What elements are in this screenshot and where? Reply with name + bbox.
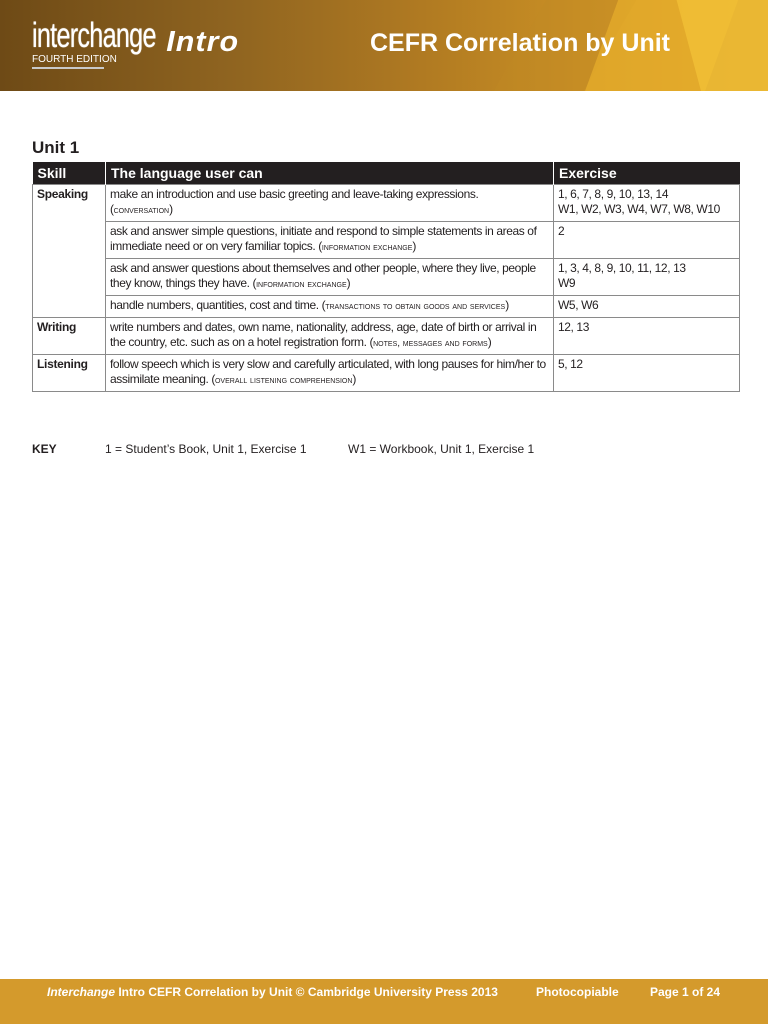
exercise-list: 5, 12 bbox=[558, 357, 583, 371]
interchange-logo bbox=[32, 16, 240, 65]
descriptor-text: write numbers and dates, own name, nationality, address, age, date of birth or arrival in the country, etc. such as on a hotel registration form. bbox=[110, 320, 537, 349]
logo-edition: FOURTH EDITION bbox=[32, 54, 117, 65]
exercise-list: 1, 3, 4, 8, 9, 10, 11, 12, 13 bbox=[558, 261, 686, 275]
exercise-list-workbook: W1, W2, W3, W4, W7, W8, W10 bbox=[558, 202, 720, 216]
skill-cell: Listening bbox=[33, 355, 106, 392]
exercise-list: W5, W6 bbox=[558, 298, 599, 312]
exercise-cell bbox=[554, 185, 740, 222]
descriptor-text: follow speech which is very slow and carefully articulated, with long pauses for him/her to assimilate meaning. bbox=[110, 357, 546, 386]
descriptor-tag: conversation bbox=[113, 205, 170, 216]
table-row bbox=[33, 355, 740, 392]
table-row bbox=[33, 318, 740, 355]
descriptor-cell: ask and answer simple questions, initiate and respond to simple statements in areas of immediate need or on very familiar topics. (information exchange) bbox=[106, 222, 554, 259]
column-header-descriptor: The language user can bbox=[106, 162, 554, 185]
exercise-cell bbox=[554, 355, 740, 392]
exercise-list: 2 bbox=[558, 224, 565, 238]
exercise-list: 12, 13 bbox=[558, 320, 589, 334]
descriptor-tag: information exchange bbox=[256, 279, 347, 290]
descriptor-text: handle numbers, quantities, cost and time. bbox=[110, 298, 319, 312]
footer-text: Intro CEFR Correlation by Unit © Cambridge University Press 2013 bbox=[115, 985, 498, 999]
footer-copyright bbox=[47, 985, 498, 999]
page-footer bbox=[0, 979, 768, 1024]
table-row bbox=[33, 185, 740, 222]
footer-brand: Interchange bbox=[47, 985, 116, 999]
key-students-book: 1 = Student’s Book, Unit 1, Exercise 1 bbox=[105, 442, 307, 456]
skill-cell: Writing bbox=[33, 318, 106, 355]
column-header-exercise: Exercise bbox=[554, 162, 740, 185]
descriptor-tag: information exchange bbox=[321, 242, 413, 253]
cefr-table bbox=[32, 162, 740, 392]
descriptor-tag: notes, messages and forms bbox=[373, 338, 488, 349]
descriptor-tag: transactions to obtain goods and services bbox=[325, 301, 506, 312]
table-row bbox=[33, 222, 740, 259]
page-header bbox=[0, 0, 768, 91]
descriptor-text: make an introduction and use basic greeting and leave-taking expressions. bbox=[110, 187, 479, 201]
key-workbook: W1 = Workbook, Unit 1, Exercise 1 bbox=[348, 442, 535, 456]
unit-heading: Unit 1 bbox=[32, 138, 80, 157]
page-title: CEFR Correlation by Unit bbox=[369, 29, 670, 57]
descriptor-text: ask and answer questions about themselves and other people, where they live, people they know, things they have. bbox=[110, 261, 536, 290]
column-header-skill: Skill bbox=[33, 162, 106, 185]
logo-brand: interchange bbox=[32, 16, 156, 55]
descriptor-tag: overall listening comprehension bbox=[214, 375, 353, 386]
footer-photocopiable: Photocopiable bbox=[536, 985, 619, 999]
exercise-list: 1, 6, 7, 8, 9, 10, 13, 14 bbox=[558, 187, 669, 201]
descriptor-cell: handle numbers, quantities, cost and time. (transactions to obtain goods and services) bbox=[106, 296, 554, 318]
key-label: KEY bbox=[32, 442, 57, 456]
skill-cell: Speaking bbox=[33, 185, 106, 318]
descriptor-text: ask and answer simple questions, initiate and respond to simple statements in areas of immediate need or on very familiar topics. bbox=[110, 224, 537, 253]
descriptor-cell: ask and answer questions about themselves and other people, where they live, people they know, things they have. (information exchange) bbox=[106, 259, 554, 296]
exercise-cell bbox=[554, 222, 740, 259]
table-row bbox=[33, 259, 740, 296]
descriptor-cell: write numbers and dates, own name, nationality, address, age, date of birth or arrival in the country, etc. such as on a hotel registration form. (notes, messages and forms) bbox=[106, 318, 554, 355]
exercise-cell bbox=[554, 296, 740, 318]
logo-intro: Intro bbox=[166, 26, 240, 58]
exercise-cell bbox=[554, 259, 740, 296]
exercise-cell bbox=[554, 318, 740, 355]
table-row bbox=[33, 296, 740, 318]
footer-page-number: Page 1 of 24 bbox=[650, 985, 721, 999]
descriptor-cell: make an introduction and use basic greeting and leave-taking expressions. (conversation) bbox=[106, 185, 554, 222]
exercise-list-workbook: W9 bbox=[558, 276, 576, 290]
descriptor-cell: follow speech which is very slow and carefully articulated, with long pauses for him/her to assimilate meaning. (overall listening comprehension) bbox=[106, 355, 554, 392]
logo-underline bbox=[32, 67, 104, 69]
table-header-row bbox=[33, 162, 740, 185]
